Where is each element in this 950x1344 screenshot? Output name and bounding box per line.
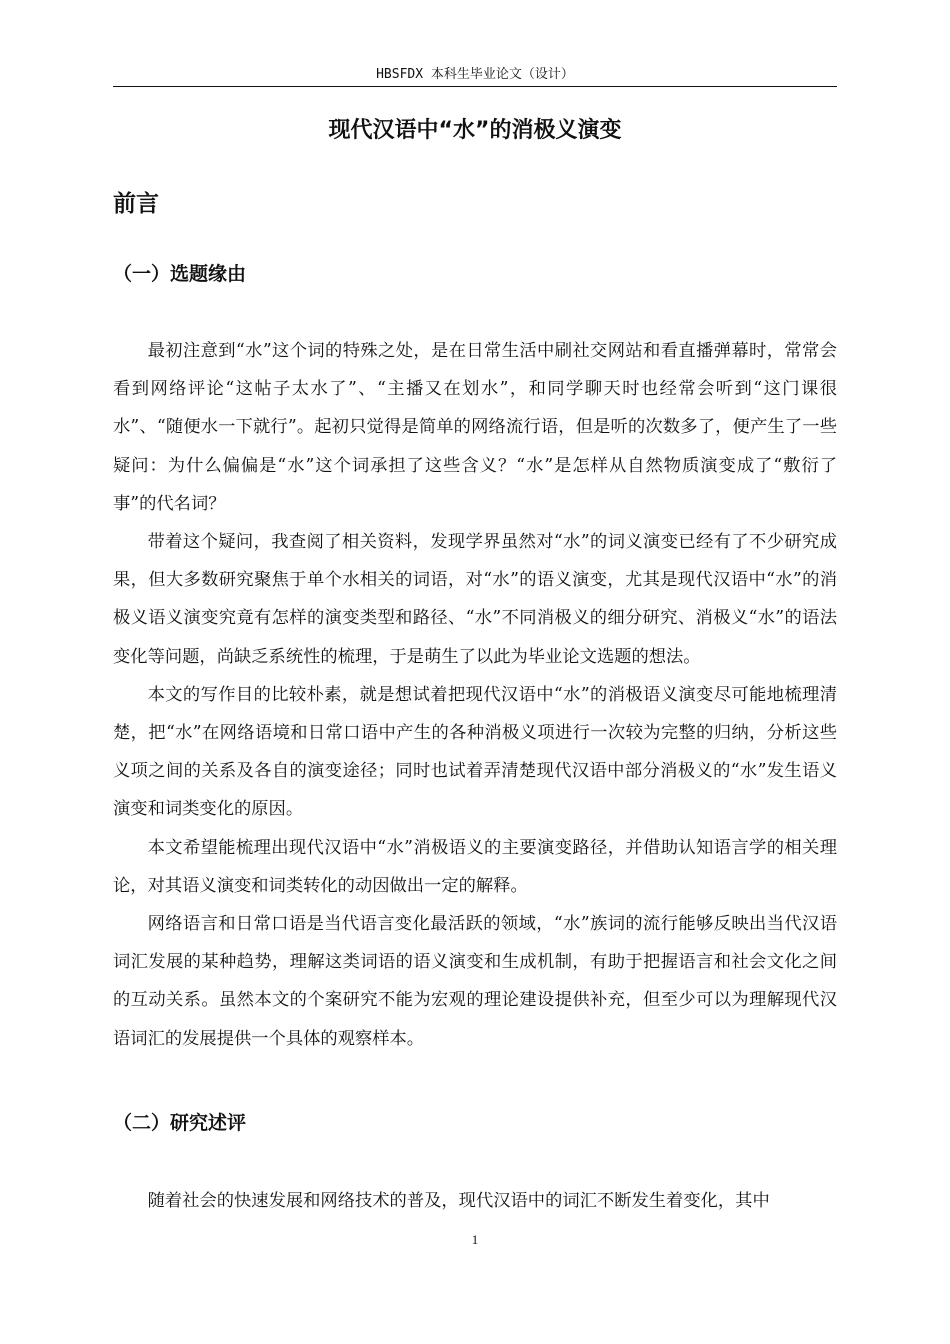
paragraph: 带着这个疑问，我查阅了相关资料，发现学界虽然对“水”的词义演变已经有了不少研究成果，但大多数研究聚焦于单个水相关的词语，对“水”的语义演变，尤其是现代汉语中“水”的消极义语义演变究竟有怎样的演变类型和路径、“水”不同消极义的细分研究、消极义“水”的语法变化等问题，尚缺乏系统性的梳理，于是萌生了以此为毕业论文选题的想法。 — [113, 532, 837, 667]
paragraph: 最初注意到“水”这个词的特殊之处，是在日常生活中刷社交网站和看直播弹幕时，常常会看到网络评论“这帖子太水了”、“主播又在划水”，和同学聊天时也经常会听到“这门课很水”、“随便水一下就行”。起初只觉得是简单的网络流行语，但是听的次数多了，便产生了一些疑问：为什么偏偏是“水”这个词承担了这些含义？“水”是怎样从自然物质演变成了“敷衍了事”的代名词？ — [113, 341, 837, 514]
section-heading-preface: 前言 — [113, 191, 159, 217]
subsection-heading-topic-reason: （一）选题缘由 — [113, 263, 247, 285]
paragraph: 本文希望能梳理出现代汉语中“水”消极语义的主要演变路径，并借助认知语言学的相关理论，对其语义演变和词类转化的动因做出一定的解释。 — [113, 837, 837, 896]
page-number: 1 — [471, 1232, 479, 1247]
document-title: 现代汉语中“水”的消极义演变 — [328, 118, 622, 143]
paragraph: 网络语言和日常口语是当代语言变化最活跃的领域，“水”族词的流行能够反映出当代汉语词汇发展的某种趋势，理解这类词语的语义演变和生成机制，有助于把握语言和社会文化之间的互动关系。虽然本文的个案研究不能为宏观的理论建设提供补充，但至少可以为理解现代汉语词汇的发展提供一个具体的观察样本。 — [113, 914, 837, 1049]
body-text-section-1 — [113, 332, 837, 1058]
paragraph: 随着社会的快速发展和网络技术的普及，现代汉语中的词汇不断发生着变化，其中 — [147, 1191, 770, 1211]
subsection-heading-research-review: （二）研究述评 — [113, 1112, 247, 1134]
paragraph: 本文的写作目的比较朴素，就是想试着把现代汉语中“水”的消极语义演变尽可能地梳理清楚，把“水”在网络语境和日常口语中产生的各种消极义项进行一次较为完整的归纳，分析这些义项之间的关系及各自的演变途径；同时也试着弄清楚现代汉语中部分消极义的“水”发生语义演变和词类变化的原因。 — [113, 684, 837, 820]
header-rule — [113, 86, 837, 87]
running-header: HBSFDX 本科生毕业论文（设计） — [376, 67, 574, 82]
body-text-section-2 — [113, 1182, 837, 1220]
